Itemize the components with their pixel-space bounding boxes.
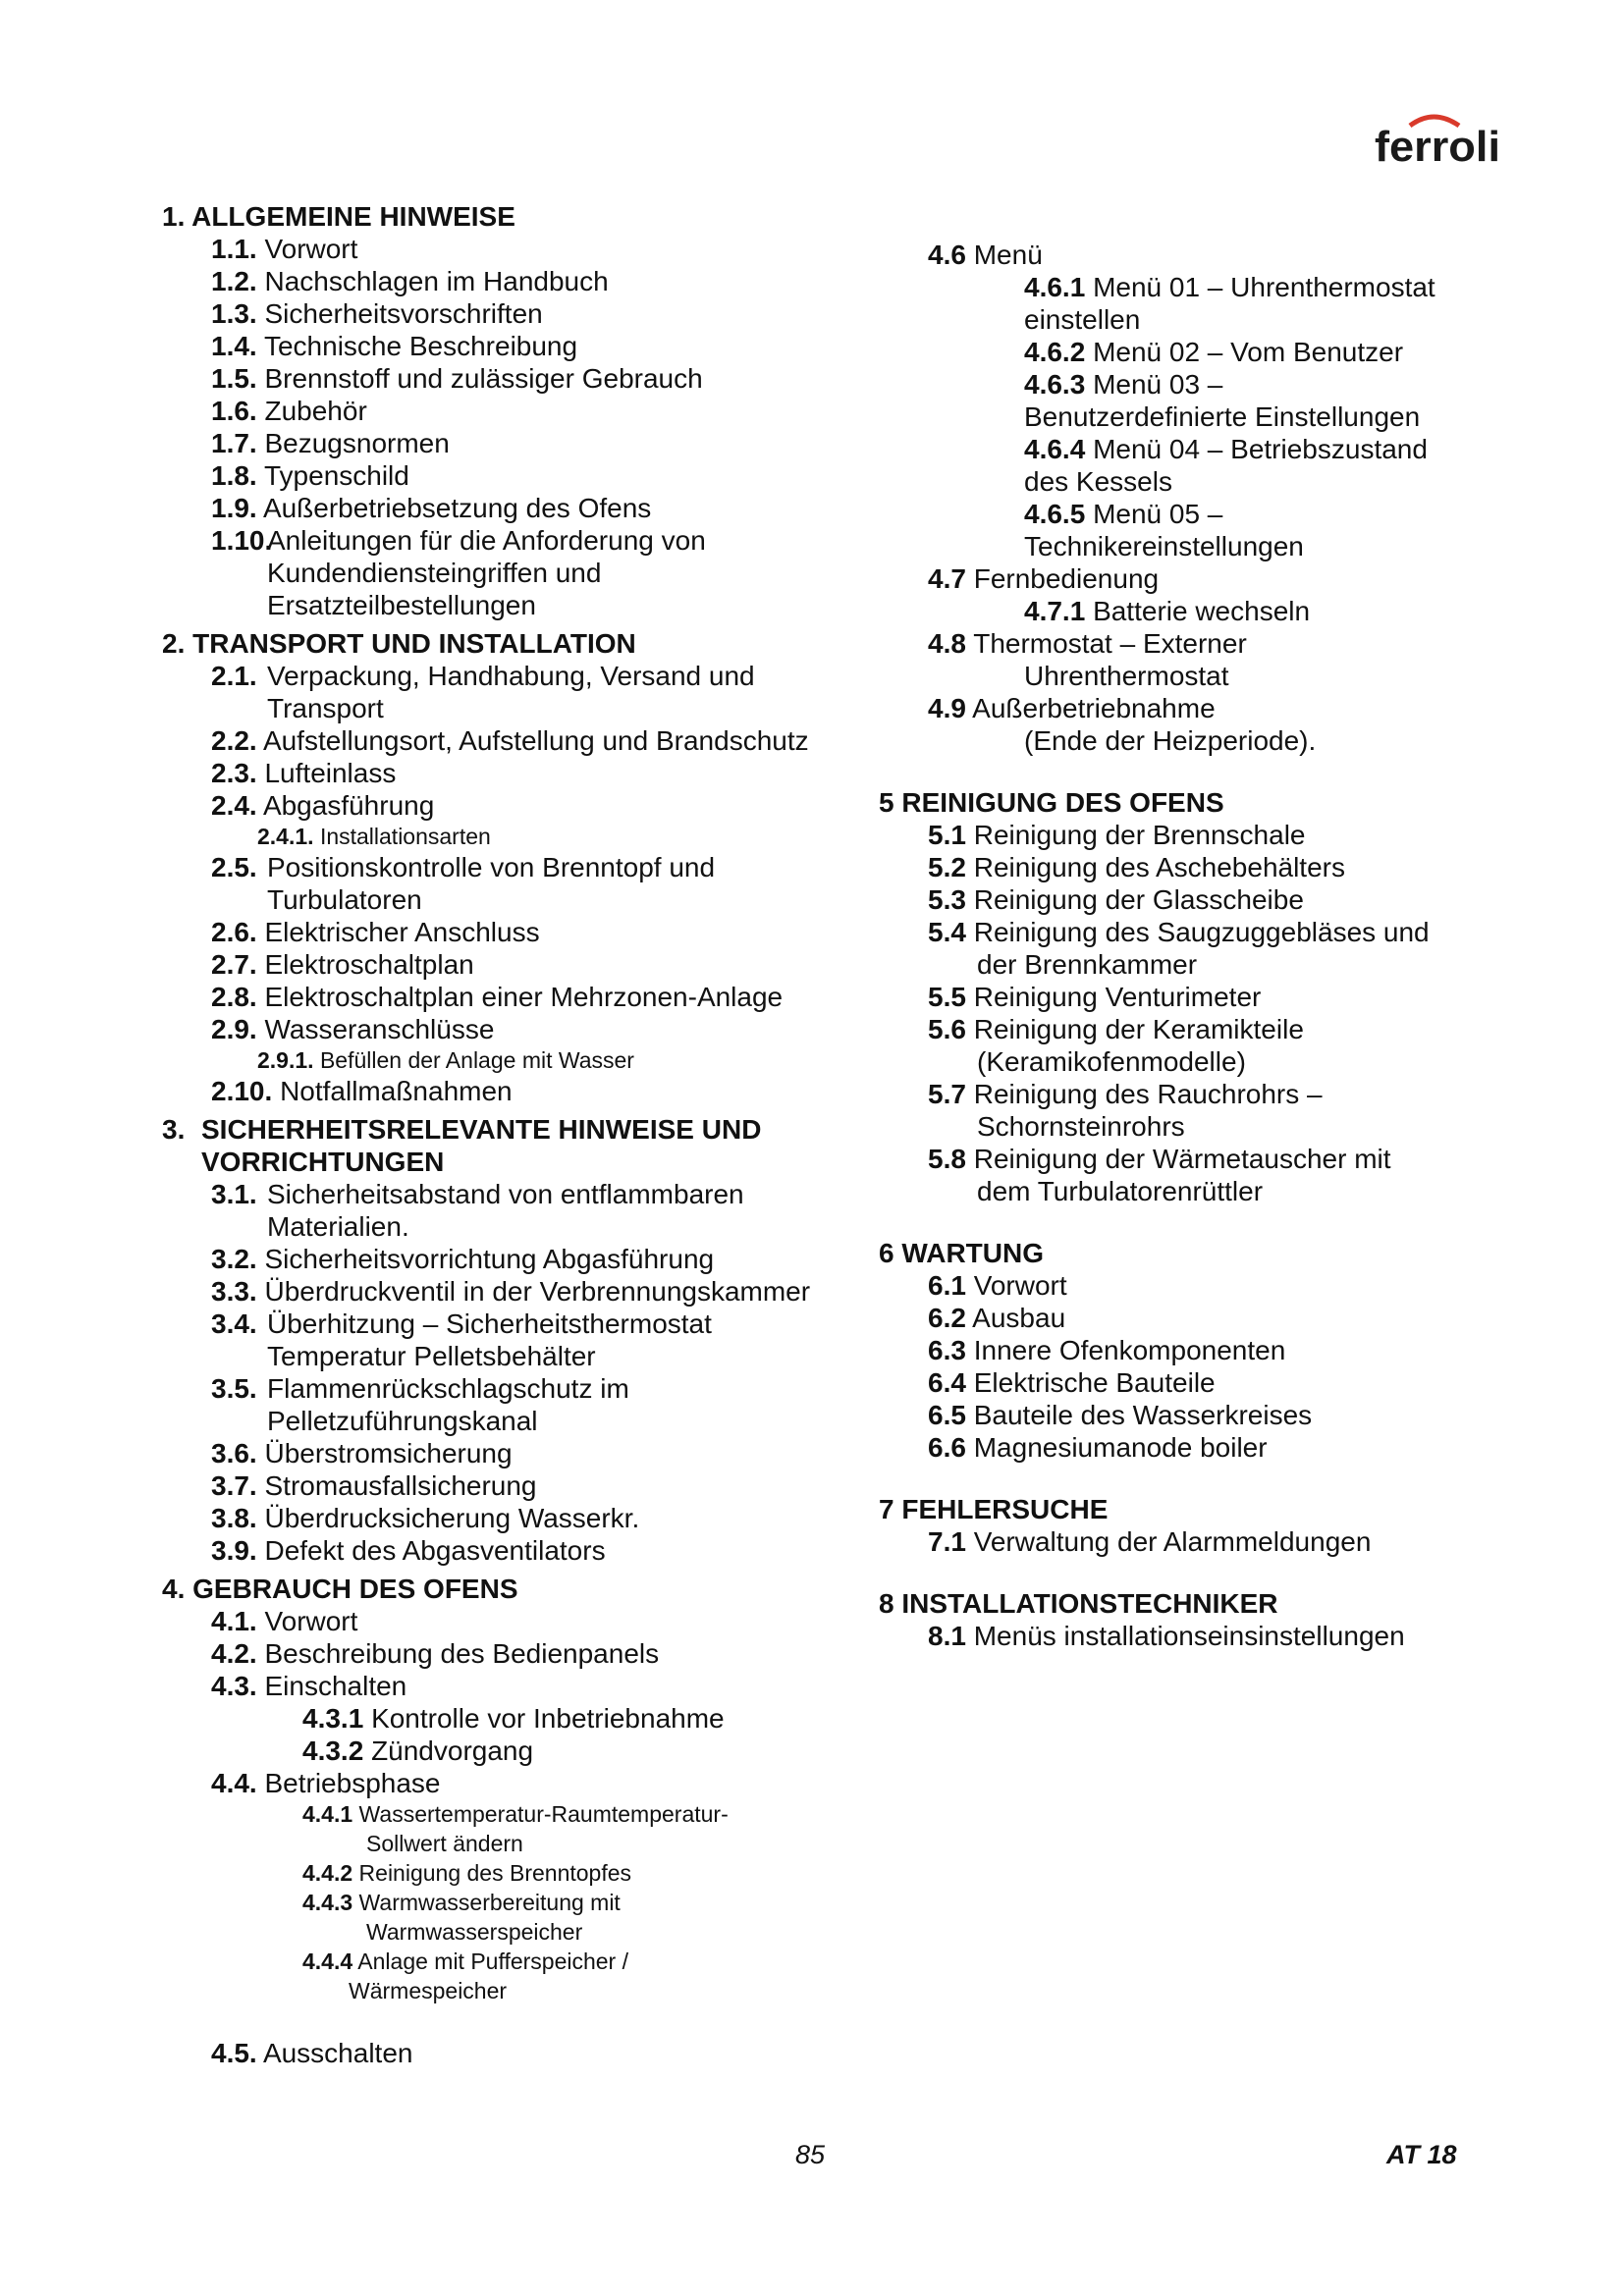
toc-num: 2.6.: [211, 917, 257, 947]
toc-num: 5.7: [928, 1079, 966, 1109]
toc-title: Außerbetriebsetzung des Ofens: [262, 493, 652, 523]
ferroli-logo: [1375, 110, 1502, 171]
toc-title-continued: Schornsteinrohrs: [977, 1111, 1185, 1142]
toc-entry-3-7[interactable]: [162, 1469, 849, 1502]
toc-num: 8: [879, 1588, 894, 1619]
toc-num: 4.5.: [211, 2038, 257, 2068]
toc-num: 2.2.: [211, 725, 257, 756]
toc-title: Reinigung des Aschebehälters: [973, 852, 1345, 882]
toc-num: 5.2: [928, 852, 966, 882]
toc-entry-5-1[interactable]: [879, 819, 1566, 851]
toc-num: 4.6: [928, 240, 966, 270]
toc-entry-4-8[interactable]: [879, 627, 1566, 660]
toc-entry-4-4-1[interactable]: [162, 1799, 849, 1829]
toc-title: Menü 02 – Vom Benutzer: [1093, 337, 1404, 367]
toc-entry-4-6[interactable]: [879, 239, 1566, 271]
toc-title: Reinigung des Saugzuggebläses und: [973, 917, 1430, 947]
toc-title: GEBRAUCH DES OFENS: [192, 1574, 518, 1604]
toc-num: 6.4: [928, 1367, 966, 1398]
toc-entry-6-5[interactable]: [879, 1399, 1566, 1431]
toc-title: Lufteinlass: [264, 758, 397, 788]
toc-title: Notfallmaßnahmen: [280, 1076, 513, 1106]
toc-num: 1.3.: [211, 298, 257, 329]
toc-num: 3.: [162, 1114, 186, 1145]
toc-title: Zubehör: [264, 396, 367, 426]
toc-num: 3.1.: [211, 1179, 257, 1209]
toc-title: Warmwasserbereitung mit: [358, 1890, 621, 1915]
toc-entry-4-4-2[interactable]: [162, 1858, 849, 1888]
toc-num: 5.6: [928, 1014, 966, 1044]
toc-num: 3.8.: [211, 1503, 257, 1533]
toc-entry-5-3[interactable]: [879, 883, 1566, 916]
toc-num: 1.8.: [211, 460, 257, 491]
toc-title-continued: Warmwasserspeicher: [366, 1919, 583, 1945]
toc-num: 6.2: [928, 1303, 966, 1333]
toc-entry-8-1[interactable]: [879, 1620, 1566, 1652]
toc-num: 4.4.: [211, 1768, 257, 1798]
toc-title-continued: Benutzerdefinierte Einstellungen: [1024, 401, 1421, 432]
toc-num: 2.9.1.: [257, 1047, 314, 1073]
toc-entry-2-5-cont: [162, 883, 849, 916]
toc-entry-4-3-1[interactable]: [162, 1702, 849, 1735]
toc-title: Anlage mit Pufferspeicher /: [357, 1949, 629, 1974]
toc-title-continued: Technikereinstellungen: [1024, 531, 1304, 561]
toc-title: Brennstoff und zulässiger Gebrauch: [264, 363, 703, 394]
toc-title: Ausbau: [972, 1303, 1066, 1333]
toc-title-continued: Transport: [267, 693, 384, 723]
toc-title: Sicherheitsabstand von entflammbaren: [267, 1179, 744, 1209]
toc-num: 2.7.: [211, 949, 257, 980]
toc-num: 2.8.: [211, 982, 257, 1012]
toc-title-continued: Ersatzteilbestellungen: [267, 590, 536, 620]
toc-entry-4-4-3-cont: [162, 1917, 849, 1947]
toc-entry-5-7-cont: [879, 1110, 1566, 1143]
toc-entry-6-1[interactable]: [879, 1269, 1566, 1302]
toc-title: REINIGUNG DES OFENS: [901, 787, 1224, 818]
toc-num: 1.7.: [211, 428, 257, 458]
toc-title-continued: Uhrenthermostat: [1024, 661, 1229, 691]
toc-title: Wasseranschlüsse: [264, 1014, 495, 1044]
toc-num: 2.: [162, 628, 186, 659]
toc-entry-3-5-cont: [162, 1405, 849, 1437]
toc-num: 4.2.: [211, 1638, 257, 1669]
toc-num: 5.1: [928, 820, 966, 850]
toc-entry-4-8-cont: [879, 660, 1566, 692]
toc-title: Fernbedienung: [973, 563, 1160, 594]
toc-num: 6: [879, 1238, 894, 1268]
toc-entry-4-2[interactable]: [162, 1637, 849, 1670]
toc-title-continued: des Kessels: [1024, 466, 1172, 497]
toc-num: 1.9.: [211, 493, 257, 523]
toc-title: Menüs installationseinsinstellungen: [973, 1621, 1405, 1651]
toc-title: Aufstellungsort, Aufstellung und Brandschutz: [262, 725, 809, 756]
toc-entry-1-4[interactable]: [162, 330, 849, 362]
toc-title: Magnesiumanode boiler: [973, 1432, 1268, 1463]
toc-entry-6-6[interactable]: [879, 1431, 1566, 1464]
toc-title: Technische Beschreibung: [263, 331, 578, 361]
toc-num: 3.3.: [211, 1276, 257, 1307]
toc-num: 4.3.2: [302, 1735, 364, 1766]
toc-num: 1.1.: [211, 234, 257, 264]
toc-num: 8.1: [928, 1621, 966, 1651]
toc-title: Kontrolle vor Inbetriebnahme: [371, 1703, 725, 1734]
toc-entry-4-1[interactable]: [162, 1605, 849, 1637]
toc-entry-5-2[interactable]: [879, 851, 1566, 883]
toc-title: Zündvorgang: [371, 1735, 534, 1766]
toc-title-continued: der Brennkammer: [977, 949, 1198, 980]
toc-entry-4-9[interactable]: [879, 692, 1566, 724]
toc-entry-2-4-1[interactable]: [162, 822, 849, 851]
toc-num: 4.: [162, 1574, 186, 1604]
toc-title: Reinigung der Keramikteile: [973, 1014, 1304, 1044]
toc-num: 4.6.5: [1024, 499, 1086, 529]
toc-title: Reinigung der Brennschale: [973, 820, 1306, 850]
toc-title: Sicherheitsvorschriften: [264, 298, 543, 329]
toc-num: 4.6.2: [1024, 337, 1086, 367]
toc-num: 2.9.: [211, 1014, 257, 1044]
toc-num: 4.6.3: [1024, 369, 1086, 400]
toc-title: Reinigung der Glasscheibe: [973, 884, 1304, 915]
toc-entry-1-8[interactable]: [162, 459, 849, 492]
toc-title-continued: Kundendiensteingriffen und: [267, 558, 602, 588]
toc-title-continued: Materialien.: [267, 1211, 409, 1242]
toc-title: Positionskontrolle von Brenntopf und: [267, 852, 716, 882]
toc-left-column: [162, 200, 849, 2069]
toc-entry-2-10[interactable]: [162, 1075, 849, 1107]
toc-entry-4[interactable]: [162, 1573, 849, 1605]
toc-num: 4.7: [928, 563, 966, 594]
toc-entry-4-4[interactable]: [162, 1767, 849, 1799]
toc-entry-7-1[interactable]: [879, 1525, 1566, 1558]
toc-entry-3-cont: [162, 1146, 849, 1178]
toc-entry-3-3[interactable]: [162, 1275, 849, 1308]
toc-entry-2-9[interactable]: [162, 1013, 849, 1045]
toc-entry-4-6-5-cont: [879, 530, 1566, 562]
toc-num: 4.6.1: [1024, 272, 1086, 302]
toc-title: Anleitungen für die Anforderung von: [267, 525, 706, 556]
toc-entry-4-6-5[interactable]: [879, 498, 1566, 530]
toc-entry-3-9[interactable]: [162, 1534, 849, 1567]
toc-right-column: [879, 239, 1566, 1652]
toc-num: 5.4: [928, 917, 966, 947]
toc-num: 3.9.: [211, 1535, 257, 1566]
toc-title: Batterie wechseln: [1093, 596, 1311, 626]
toc-num: 1.10.: [211, 525, 273, 556]
toc-title: Überdrucksicherung Wasserkr.: [264, 1503, 640, 1533]
toc-entry-5-8-cont: [879, 1175, 1566, 1207]
toc-entry-5-6[interactable]: [879, 1013, 1566, 1045]
toc-title: Menü 04 – Betriebszustand: [1093, 434, 1428, 464]
toc-title: Vorwort: [973, 1270, 1067, 1301]
toc-title-continued: Sollwert ändern: [366, 1831, 523, 1856]
toc-title: Elektrischer Anschluss: [264, 917, 540, 947]
toc-entry-3-2[interactable]: [162, 1243, 849, 1275]
toc-title: Beschreibung des Bedienpanels: [264, 1638, 660, 1669]
toc-num: 1.: [162, 201, 186, 232]
toc-entry-5[interactable]: [879, 786, 1566, 819]
toc-title-continued: Pelletzuführungskanal: [267, 1406, 538, 1436]
logo-text: ferroli: [1375, 123, 1500, 171]
toc-num: 3.6.: [211, 1438, 257, 1468]
toc-title: Menü 03 –: [1093, 369, 1223, 400]
toc-title: Außerbetriebnahme: [972, 693, 1216, 723]
toc-entry-4-3-2[interactable]: [162, 1735, 849, 1767]
toc-entry-1-6[interactable]: [162, 395, 849, 427]
toc-num: 2.3.: [211, 758, 257, 788]
toc-title: Reinigung des Brenntopfes: [358, 1860, 632, 1886]
toc-num: 3.7.: [211, 1470, 257, 1501]
toc-entry-1-10-cont-2: [162, 589, 849, 621]
toc-title-continued: VORRICHTUNGEN: [201, 1147, 445, 1177]
toc-title: Befüllen der Anlage mit Wasser: [319, 1047, 634, 1073]
toc-title: Nachschlagen im Handbuch: [264, 266, 609, 296]
toc-entry-2-1-cont: [162, 692, 849, 724]
toc-entry-4-6-3[interactable]: [879, 368, 1566, 400]
toc-entry-4-5[interactable]: [162, 2037, 849, 2069]
toc-entry-4-6-1[interactable]: [879, 271, 1566, 303]
toc-title: Abgasführung: [262, 790, 435, 821]
toc-entry-5-8[interactable]: [879, 1143, 1566, 1175]
toc-entry-4-4-4-cont: [162, 1976, 849, 2005]
toc-title-continued: Wärmespeicher: [349, 1978, 508, 2003]
toc-entry-7[interactable]: [879, 1493, 1566, 1525]
toc-num: 5.8: [928, 1144, 966, 1174]
toc-entry-1-9[interactable]: [162, 492, 849, 524]
toc-entry-5-6-cont: [879, 1045, 1566, 1078]
toc-num: 6.5: [928, 1400, 966, 1430]
toc-title-continued: dem Turbulatorenrüttler: [977, 1176, 1264, 1206]
toc-entry-1-2[interactable]: [162, 265, 849, 297]
toc-title: Vorwort: [264, 234, 358, 264]
toc-num: 4.4.4: [302, 1949, 353, 1974]
toc-num: 3.2.: [211, 1244, 257, 1274]
toc-num: 6.6: [928, 1432, 966, 1463]
toc-title: Wassertemperatur-Raumtemperatur-: [358, 1801, 729, 1827]
toc-title: ALLGEMEINE HINWEISE: [191, 201, 515, 232]
model-label: AT 18: [1386, 2140, 1457, 2169]
toc-num: 4.8: [928, 628, 966, 659]
toc-num: 4.4.1: [302, 1801, 353, 1827]
toc-entry-2-2[interactable]: [162, 724, 849, 757]
toc-title: TRANSPORT UND INSTALLATION: [192, 628, 636, 659]
toc-entry-3-4[interactable]: [162, 1308, 849, 1340]
toc-entry-3-6[interactable]: [162, 1437, 849, 1469]
toc-entry-1-3[interactable]: [162, 297, 849, 330]
toc-num: 1.6.: [211, 396, 257, 426]
toc-entry-4-7[interactable]: [879, 562, 1566, 595]
toc-title-continued: (Ende der Heizperiode).: [1024, 725, 1317, 756]
toc-entry-2-5[interactable]: [162, 851, 849, 883]
toc-entry-2-4[interactable]: [162, 789, 849, 822]
toc-entry-1-1[interactable]: [162, 233, 849, 265]
toc-entry-3-4-cont: [162, 1340, 849, 1372]
toc-entry-4-4-4[interactable]: [162, 1947, 849, 1976]
toc-num: 2.4.1.: [257, 824, 314, 849]
toc-title: Menü: [973, 240, 1043, 270]
toc-entry-4-6-1-cont: [879, 303, 1566, 336]
toc-entry-3[interactable]: [162, 1113, 849, 1146]
toc-title: Verpackung, Handhabung, Versand und: [267, 661, 755, 691]
toc-entry-2-6[interactable]: [162, 916, 849, 948]
toc-num: 4.6.4: [1024, 434, 1086, 464]
toc-title: Elektrische Bauteile: [973, 1367, 1216, 1398]
toc-title: Verwaltung der Alarmmeldungen: [973, 1526, 1372, 1557]
toc-entry-2-1[interactable]: [162, 660, 849, 692]
toc-entry-1[interactable]: [162, 200, 849, 233]
toc-title: Elektroschaltplan einer Mehrzonen-Anlage: [264, 982, 784, 1012]
toc-title: Defekt des Abgasventilators: [264, 1535, 606, 1566]
toc-num: 4.3.1: [302, 1703, 364, 1734]
toc-entry-4-4-3[interactable]: [162, 1888, 849, 1917]
toc-entry-6-4[interactable]: [879, 1366, 1566, 1399]
toc-num: 4.7.1: [1024, 596, 1086, 626]
toc-title: Überstromsicherung: [264, 1438, 513, 1468]
toc-title: INSTALLATIONSTECHNIKER: [901, 1588, 1278, 1619]
toc-entry-1-7[interactable]: [162, 427, 849, 459]
toc-title: Reinigung Venturimeter: [973, 982, 1262, 1012]
toc-num: 4.4.3: [302, 1890, 353, 1915]
toc-num: 2.4.: [211, 790, 257, 821]
toc-title: Reinigung der Wärmetauscher mit: [973, 1144, 1391, 1174]
toc-num: 5.3: [928, 884, 966, 915]
toc-entry-4-6-4[interactable]: [879, 433, 1566, 465]
toc-title: Überhitzung – Sicherheitsthermostat: [267, 1308, 712, 1339]
toc-entry-3-5[interactable]: [162, 1372, 849, 1405]
toc-entry-4-7-1[interactable]: [879, 595, 1566, 627]
toc-entry-2-3[interactable]: [162, 757, 849, 789]
toc-title-continued: (Keramikofenmodelle): [977, 1046, 1246, 1077]
toc-num: 1.4.: [211, 331, 257, 361]
toc-entry-2-8[interactable]: [162, 981, 849, 1013]
toc-title: Menü 01 – Uhrenthermostat: [1093, 272, 1435, 302]
toc-entry-2-7[interactable]: [162, 948, 849, 981]
toc-num: 4.1.: [211, 1606, 257, 1636]
toc-entry-5-4[interactable]: [879, 916, 1566, 948]
toc-entry-4-9-cont: [879, 724, 1566, 757]
toc-num: 6.1: [928, 1270, 966, 1301]
toc-entry-6[interactable]: [879, 1237, 1566, 1269]
toc-title: Innere Ofenkomponenten: [973, 1335, 1286, 1365]
toc-entry-2-9-1[interactable]: [162, 1045, 849, 1075]
toc-title: Reinigung des Rauchrohrs –: [973, 1079, 1323, 1109]
toc-title: Bezugsnormen: [264, 428, 450, 458]
toc-num: 4.4.2: [302, 1860, 353, 1886]
toc-entry-4-6-2[interactable]: [879, 336, 1566, 368]
toc-title: Vorwort: [264, 1606, 358, 1636]
toc-title: Einschalten: [264, 1671, 407, 1701]
toc-num: 1.5.: [211, 363, 257, 394]
page-number: 85: [795, 2140, 826, 2169]
toc-num: 2.1.: [211, 661, 257, 691]
toc-entry-8[interactable]: [879, 1587, 1566, 1620]
toc-entry-1-10[interactable]: [162, 524, 849, 557]
toc-entry-1-5[interactable]: [162, 362, 849, 395]
toc-title: Thermostat – Externer: [973, 628, 1247, 659]
toc-entry-3-8[interactable]: [162, 1502, 849, 1534]
toc-title: SICHERHEITSRELEVANTE HINWEISE UND: [201, 1114, 762, 1145]
toc-title: Überdruckventil in der Verbrennungskammer: [264, 1276, 811, 1307]
toc-num: 1.2.: [211, 266, 257, 296]
toc-title: FEHLERSUCHE: [901, 1494, 1109, 1524]
toc-title: WARTUNG: [901, 1238, 1045, 1268]
toc-entry-5-4-cont: [879, 948, 1566, 981]
toc-entry-5-7[interactable]: [879, 1078, 1566, 1110]
toc-num: 6.3: [928, 1335, 966, 1365]
toc-title: Betriebsphase: [264, 1768, 441, 1798]
toc-entry-4-3[interactable]: [162, 1670, 849, 1702]
toc-title: Elektroschaltplan: [264, 949, 474, 980]
toc-entry-1-10-cont-1: [162, 557, 849, 589]
toc-title: Installationsarten: [319, 824, 491, 849]
toc-num: 5.5: [928, 982, 966, 1012]
toc-title: Menü 05 –: [1093, 499, 1223, 529]
toc-entry-3-1-cont: [162, 1210, 849, 1243]
toc-entry-6-3[interactable]: [879, 1334, 1566, 1366]
toc-num: 7.1: [928, 1526, 966, 1557]
toc-title: Ausschalten: [262, 2038, 413, 2068]
toc-title-continued: einstellen: [1024, 304, 1141, 335]
toc-entry-4-4-1-cont: [162, 1829, 849, 1858]
toc-entry-4-6-4-cont: [879, 465, 1566, 498]
toc-num: 7: [879, 1494, 894, 1524]
toc-title: Sicherheitsvorrichtung Abgasführung: [264, 1244, 715, 1274]
toc-num: 4.9: [928, 693, 966, 723]
toc-title: Typenschild: [263, 460, 409, 491]
toc-num: 3.4.: [211, 1308, 257, 1339]
toc-title-continued: Turbulatoren: [267, 884, 422, 915]
toc-num: 2.5.: [211, 852, 257, 882]
toc-entry-3-1[interactable]: [162, 1178, 849, 1210]
toc-entry-4-6-3-cont: [879, 400, 1566, 433]
toc-entry-6-2[interactable]: [879, 1302, 1566, 1334]
toc-title: Bauteile des Wasserkreises: [973, 1400, 1313, 1430]
toc-num: 4.3.: [211, 1671, 257, 1701]
toc-num: 2.10.: [211, 1076, 273, 1106]
toc-entry-5-5[interactable]: [879, 981, 1566, 1013]
toc-num: 5: [879, 787, 894, 818]
toc-title: Flammenrückschlagschutz im: [267, 1373, 629, 1404]
toc-title: Stromausfallsicherung: [264, 1470, 537, 1501]
toc-entry-2[interactable]: [162, 627, 849, 660]
toc-title-continued: Temperatur Pelletsbehälter: [267, 1341, 596, 1371]
toc-num: 3.5.: [211, 1373, 257, 1404]
